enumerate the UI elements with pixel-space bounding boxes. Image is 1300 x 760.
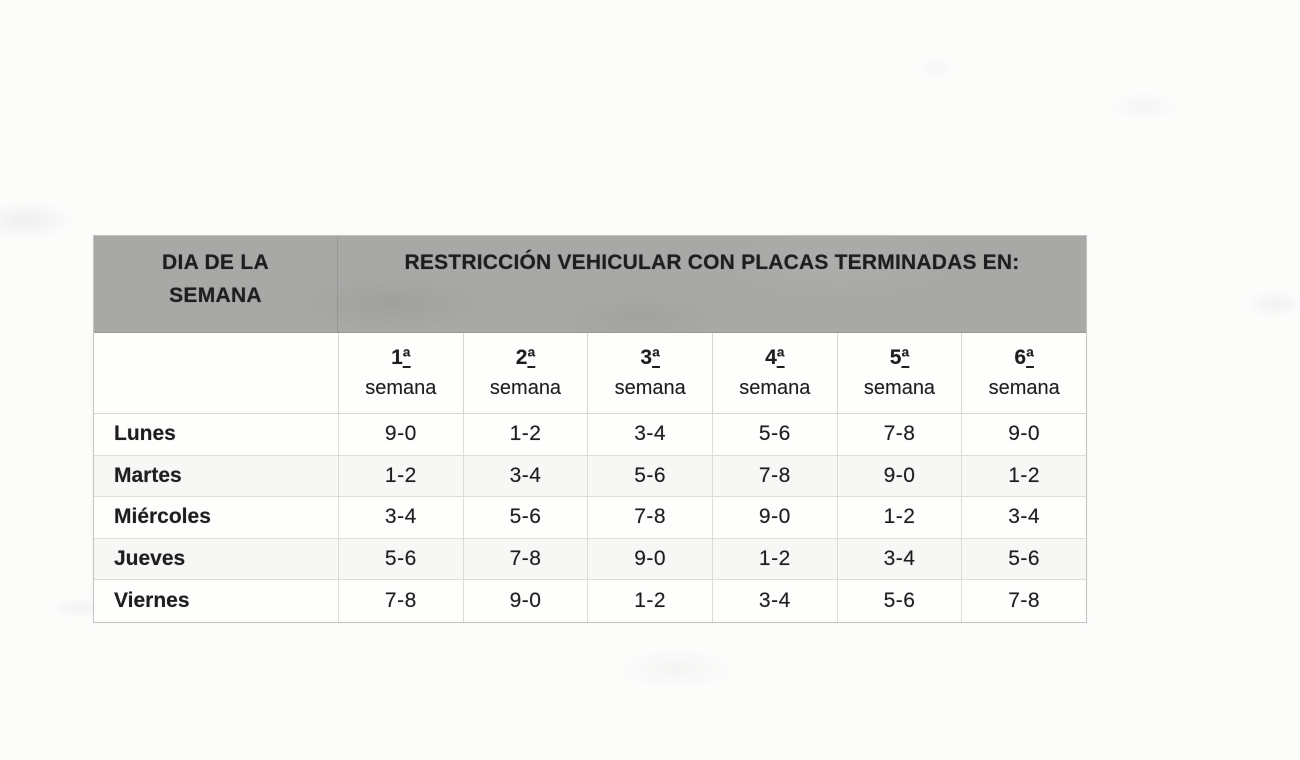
- plate-value: 5-6: [961, 539, 1086, 580]
- day-header-line1: DIA DE LA: [162, 251, 269, 274]
- week-header-3: [587, 333, 712, 413]
- ordinal-indicator: ª: [652, 346, 660, 369]
- week-number: 5: [889, 346, 902, 369]
- ordinal-indicator: ª: [776, 346, 785, 369]
- plate-value: 9-0: [463, 580, 588, 622]
- plate-value: 1-2: [837, 497, 962, 538]
- week-header-6: [961, 333, 1086, 413]
- plate-value: 5-6: [837, 580, 962, 622]
- week-word: semana: [988, 377, 1060, 399]
- table-row-miercoles: [94, 497, 1086, 539]
- plate-value: 1-2: [961, 456, 1086, 497]
- empty-corner-cell: [94, 333, 338, 413]
- plate-value: 3-4: [837, 539, 962, 580]
- day-label: Martes: [114, 463, 182, 487]
- plate-value: 3-4: [587, 414, 712, 455]
- table-title: RESTRICCIÓN VEHICULAR CON PLACAS TERMINADAS EN:: [404, 251, 1020, 274]
- plate-value: 5-6: [712, 414, 837, 455]
- plate-value: 3-4: [463, 456, 588, 497]
- week-header-1: [338, 333, 463, 413]
- week-header-row: [94, 333, 1086, 414]
- week-header-5: [837, 333, 962, 413]
- week-word: semana: [739, 377, 811, 399]
- week-number: 3: [640, 346, 653, 369]
- plate-value: 1-2: [712, 539, 837, 580]
- week-word: semana: [489, 377, 562, 399]
- week-header-4: [712, 333, 837, 413]
- table-row-martes: [94, 456, 1086, 498]
- day-of-week-header: [94, 236, 338, 332]
- plate-value: 9-0: [338, 414, 463, 455]
- week-header-2: [463, 333, 588, 413]
- table-row-viernes: [94, 580, 1086, 622]
- plate-value: 7-8: [837, 414, 962, 455]
- plate-value: 7-8: [961, 580, 1086, 622]
- plate-value: 3-4: [961, 497, 1086, 538]
- week-word: semana: [614, 377, 686, 399]
- week-number: 6: [1014, 346, 1027, 369]
- plate-value: 5-6: [587, 456, 712, 497]
- plate-value: 1-2: [338, 456, 463, 497]
- day-label: Viernes: [114, 588, 190, 612]
- ordinal-indicator: ª: [901, 346, 910, 369]
- plate-value: 1-2: [587, 580, 712, 622]
- plate-value: 9-0: [837, 456, 962, 497]
- week-number: 2: [515, 346, 528, 369]
- vehicle-restriction-table: [93, 235, 1087, 623]
- day-label: Jueves: [114, 546, 186, 570]
- plate-value: 9-0: [961, 414, 1086, 455]
- table-row-jueves: [94, 539, 1086, 581]
- plate-value: 7-8: [712, 456, 837, 497]
- week-number: 4: [765, 346, 777, 369]
- plate-value: 1-2: [463, 414, 588, 455]
- plate-value: 7-8: [463, 539, 588, 580]
- plate-value: 3-4: [338, 497, 463, 538]
- day-header-line2: SEMANA: [169, 284, 262, 307]
- day-label: Lunes: [114, 422, 176, 446]
- week-word: semana: [365, 377, 437, 399]
- plate-value: 7-8: [587, 497, 712, 538]
- plate-value: 5-6: [338, 539, 463, 580]
- table-row-lunes: [94, 414, 1086, 456]
- table-header-band: [94, 236, 1086, 333]
- ordinal-indicator: ª: [402, 346, 411, 369]
- ordinal-indicator: ª: [527, 346, 536, 369]
- day-label: Miércoles: [114, 505, 211, 529]
- ordinal-indicator: ª: [1026, 346, 1034, 369]
- plate-value: 5-6: [463, 497, 588, 538]
- plate-value: 7-8: [338, 580, 463, 622]
- week-number: 1: [391, 346, 403, 369]
- plate-value: 3-4: [712, 580, 837, 622]
- plate-value: 9-0: [712, 497, 837, 538]
- plate-value: 9-0: [587, 539, 712, 580]
- week-word: semana: [863, 377, 936, 399]
